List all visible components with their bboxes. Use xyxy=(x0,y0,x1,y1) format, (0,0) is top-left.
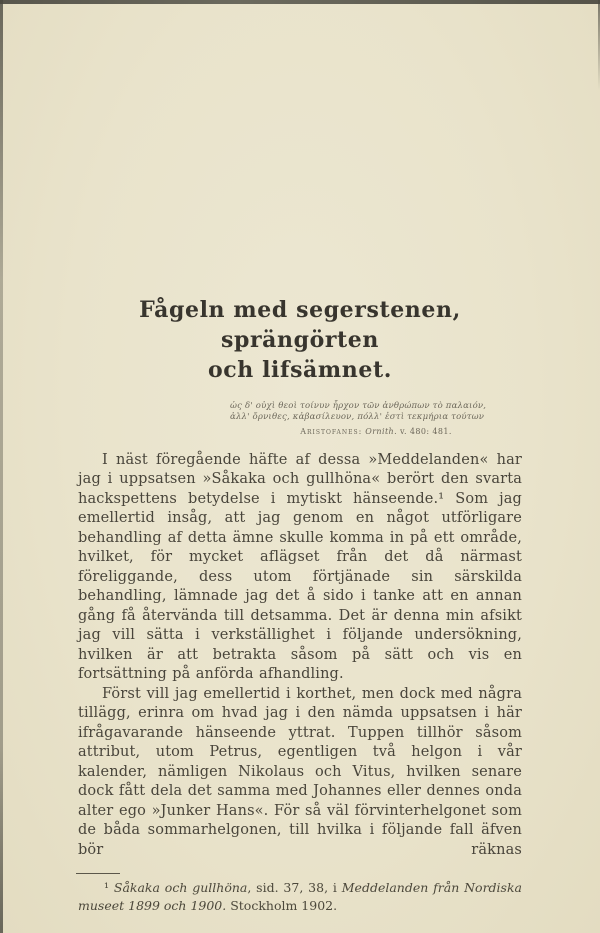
epigraph xyxy=(230,401,522,436)
page-title xyxy=(78,296,522,386)
body-text xyxy=(78,451,522,861)
footnote-text-segment: Stockholm 1902. xyxy=(226,898,338,914)
footnote-title-segment: Såkaka och gullhöna xyxy=(113,880,248,896)
footnote-title-segment: Meddelanden från Nordiska museet 1899 och 1900. xyxy=(78,880,522,914)
paragraph: I näst föregående häfte af dessa »Meddelanden« har jag i uppsatsen »Såkaka och gullhöna« berört den svarta hackspettens betydelse i mytiskt hänseende.¹ Som jag emellertid insåg, att jag genom en något utförligare behandling af detta ämne skulle komma in på ett område, hvilket, för mycket aflägset från det då närmast föreliggande, dess utom förtjänade sin särskilda behandling, lämnade jag det å sido i tanke att en annan gång få återvända till detsamma. Det är denna min afsikt jag vill sätta i verkställighet i följande undersökning, hvilken är att betrakta såsom på sätt och vis en fortsättning på anförda afhandling. xyxy=(78,451,522,683)
epigraph-author: Aristofanes: xyxy=(300,426,363,436)
page-title-line1: Fågeln med segerstenen, sprängörten xyxy=(139,297,461,353)
epigraph-greek-line2: ἀλλ' ὄρνιθες, κἀβασίλευον, πόλλ' ἐστὶ τεκμήρια τούτων xyxy=(230,411,485,422)
epigraph-reference: v. 480: 481. xyxy=(400,426,452,436)
epigraph-attribution xyxy=(230,427,522,436)
footnote-text-segment: ¹ xyxy=(104,880,114,896)
page-title-line2: och lifsämnet. xyxy=(207,356,393,383)
footnote xyxy=(78,879,522,915)
epigraph-greek-line1: ὡς δ' οὐχὶ θεοὶ τοίνυν ἦρχον τῶν ἀνθρώπων τὸ παλαιόν, xyxy=(230,400,487,411)
footnote-rule xyxy=(76,873,120,874)
epigraph-work: Ornith. xyxy=(365,426,398,436)
footnote-text-segment: , sid. 37, 38, i xyxy=(247,880,342,896)
paragraph: Först vill jag emellertid i korthet, men dock med några tillägg, erinra om hvad jag i den nämda uppsatsen i här ifrågavarande hänseende yttrat. Tuppen tillhör såsom attribut, utom Petrus, egentligen två helgon i vår kalender, nämligen Nikolaus och Vitus, hvilken senare dock fått dela det samma med Johannes eller dennes onda alter ego »Junker Hans«. För så väl förvinterhelgonet som de båda sommarhelgonen, till hvilka i följande fall äfven bör räknas xyxy=(78,685,522,858)
